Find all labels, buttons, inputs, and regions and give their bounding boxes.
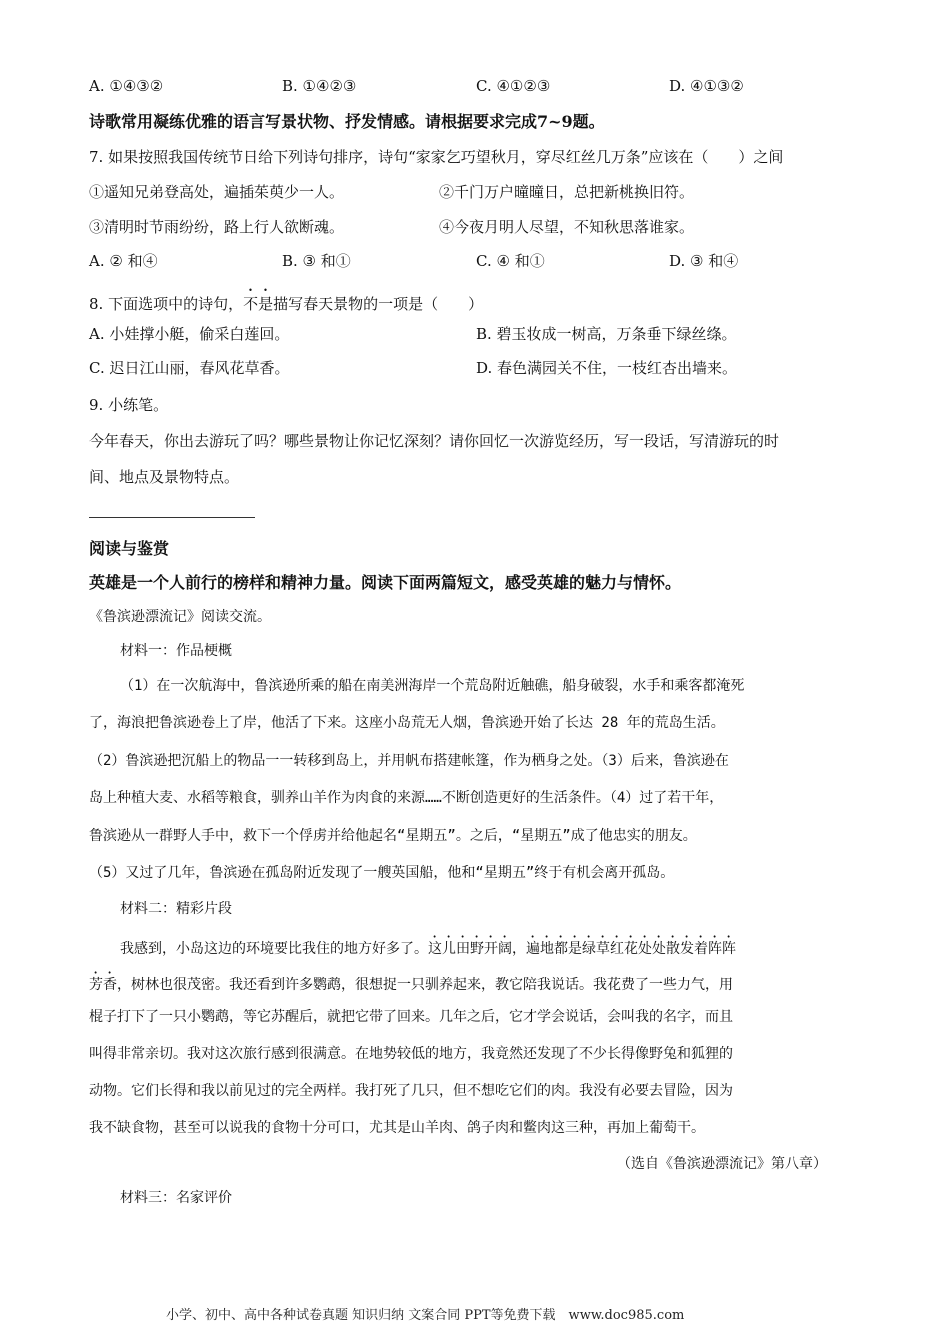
material-2-title: 材料二：精彩片段 (120, 901, 232, 917)
q7-poem-2: ②千门万户曈曈日，总把新桃换旧符。 (439, 183, 695, 201)
q8-stem-emphasis: 不是 (243, 295, 274, 313)
material-1-line: （5）又过了几年，鲁滨逊在孤岛附近发现了一艘英国船，他和“星期五”终于有机会离开孤岛。 (89, 865, 675, 881)
material-2-line: 动物。它们长得和我以前见过的完全两样。我打死了几只，但不想吃它们的肉。我没有必要去冒险，因为 (89, 1083, 733, 1099)
q8-option-c: C. 迟日江山丽，春风花草香。 (89, 359, 290, 377)
material-1-line: （2）鲁滨逊把沉船上的物品一一转移到岛上，并用帆布搭建帐篷，作为栖身之处。（3）后来，鲁滨逊在 (89, 753, 729, 769)
material-3-title: 材料三：名家评价 (120, 1190, 232, 1206)
q6-option-d: D. ④①③② (669, 77, 744, 95)
q6-option-c: C. ④①②③ (476, 77, 551, 95)
poem-section-intro: 诗歌常用凝练优雅的语言写景状物、抒发情感。请根据要求完成7~9题。 (89, 112, 605, 131)
material-1-line: 了，海浪把鲁滨逊卷上了岸，他活了下来。这座小岛荒无人烟，鲁滨逊开始了长达 28 年的荒岛生活。 (89, 715, 725, 731)
q9-stem: 9. 小练笔。 (89, 396, 169, 414)
q8-stem-post: 描写春天景物的一项是（ ） (273, 295, 484, 313)
material-2-line: 叫得非常亲切。我对这次旅行感到很满意。在地势较低的地方，我竟然还发现了不少长得像野兔和狐狸的 (89, 1046, 733, 1062)
material-1-title: 材料一：作品梗概 (120, 643, 232, 659)
answer-line (89, 517, 255, 518)
material-2-source: （选自《鲁滨逊漂流记》第八章） (617, 1156, 827, 1172)
reading-intro: 英雄是一个人前行的榜样和精神力量。阅读下面两篇短文，感受英雄的魅力与情怀。 (89, 573, 682, 592)
reading-section-title: 阅读与鉴赏 (89, 539, 170, 558)
material-2-line (89, 969, 733, 996)
q8-option-b: B. 碧玉妆成一树高，万条垂下绿丝绦。 (476, 325, 737, 343)
page-footer: 小学、初中、高中各种试卷真题 知识归纳 文案合同 PPT等免费下载 www.doc985.com (166, 1308, 685, 1323)
q7-poem-1: ①遥知兄弟登高处，遍插茱萸少一人。 (89, 183, 345, 201)
material-2-line: 我不缺食物，甚至可以说我的食物十分可口，尤其是山羊肉、鸽子肉和鳖肉这三种，再加上葡萄干。 (89, 1120, 705, 1136)
q8-option-a: A. 小娃撑小艇，偷采白莲回。 (89, 325, 290, 343)
material-2-emphasis: 这儿田野开阔，遍地都是绿草红花处处散发着阵阵 (428, 941, 736, 957)
q7-option-d: D. ③ 和④ (669, 252, 739, 270)
q7-option-b: B. ③ 和① (282, 252, 351, 270)
q8-option-d: D. 春色满园关不住，一枝红杏出墙来。 (476, 359, 738, 377)
q7-option-a: A. ② 和④ (89, 252, 158, 270)
q7-poem-4: ④今夜月明人尽望，不知秋思落谁家。 (439, 218, 695, 236)
q9-prompt-line-1: 今年春天，你出去游玩了吗？哪些景物让你记忆深刻？请你回忆一次游览经历，写一段话，写清游玩的时 (89, 432, 780, 450)
q8-stem-pre: 8. 下面选项中的诗句， (89, 295, 244, 313)
material-1-line: （1）在一次航海中，鲁滨逊所乘的船在南美洲海岸一个荒岛附近触礁，船身破裂，水手和乘客都淹死 (120, 678, 745, 694)
material-2-emphasis: 芳香 (89, 977, 117, 993)
q6-option-a: A. ①④③② (89, 77, 164, 95)
material-1-line: 岛上种植大麦、水稻等粮食，驯养山羊作为肉食的来源……不断创造更好的生活条件。（4）过了若干年， (89, 790, 724, 806)
material-2-line-2-post: ，树林也很茂密。我还看到许多鹦鹉，很想捉一只驯养起来，教它陪我说话。我花费了一些力气，用 (117, 977, 733, 993)
q8-stem (89, 286, 483, 315)
q6-option-b: B. ①④②③ (282, 77, 357, 95)
q7-poem-3: ③清明时节雨纷纷，路上行人欲断魂。 (89, 218, 345, 236)
reading-exchange-title: 《鲁滨逊漂流记》阅读交流。 (89, 609, 271, 625)
q7-stem: 7. 如果按照我国传统节日给下列诗句排序，诗句“家家乞巧望秋月，穿尽红丝几万条”应该在（ ）之间 (89, 148, 784, 166)
material-1-line: 鲁滨逊从一群野人手中，救下一个俘虏并给他起名“星期五”。之后，“星期五”成了他忠实的朋友。 (89, 828, 697, 844)
q9-prompt-line-2: 间、地点及景物特点。 (89, 468, 240, 486)
material-2-line (120, 933, 736, 960)
material-2-line: 棍子打下了一只小鹦鹉，等它苏醒后，就把它带了回来。几年之后，它才学会说话，会叫我的名字，而且 (89, 1009, 733, 1025)
q7-option-c: C. ④ 和① (476, 252, 545, 270)
material-2-line-1-pre: 我感到，小岛这边的环境要比我住的地方好多了。 (120, 941, 428, 957)
